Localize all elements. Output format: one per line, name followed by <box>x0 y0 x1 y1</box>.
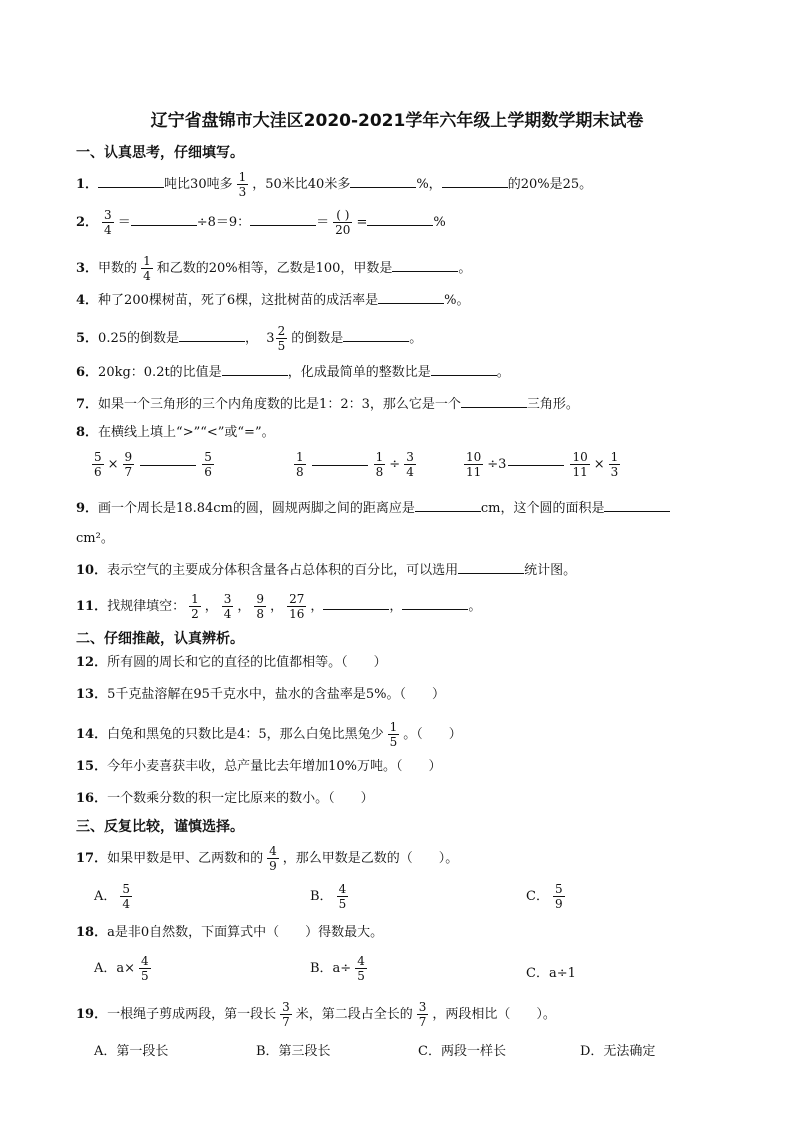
answer-blank[interactable] <box>131 212 197 226</box>
question-text: = <box>356 215 368 230</box>
answer-blank[interactable] <box>442 174 508 188</box>
answer-blank[interactable] <box>140 464 196 466</box>
answer-blank[interactable] <box>604 498 670 512</box>
fraction: $\frac{1}{8}$ <box>296 450 304 479</box>
option-c[interactable]: C．两段一样长 <box>418 1044 506 1059</box>
question-text: 。（ ） <box>403 727 462 742</box>
question-text: 如果甲数是甲、乙两数和的 <box>107 851 264 866</box>
fraction: $\frac{1}{5}$ <box>389 720 398 749</box>
question-text: a是非0自然数，下面算式中（ ）得数最大。 <box>107 925 384 940</box>
question-text: 米，第二段占全长的 <box>295 1007 413 1022</box>
answer-blank[interactable] <box>415 498 481 512</box>
question-text: ， <box>245 331 259 346</box>
question-number: 1． <box>76 177 99 192</box>
question-8 <box>76 424 275 442</box>
section-heading-2: 二、仔细推敲，认真辨析。 <box>76 631 244 647</box>
answer-blank[interactable] <box>222 362 288 376</box>
answer-blank[interactable] <box>179 328 245 342</box>
question-text: 白兔和黑兔的只数比是4：5，那么白兔比黑兔少 <box>107 727 384 742</box>
answer-blank[interactable] <box>323 596 389 610</box>
operator: ÷ <box>389 457 401 472</box>
question-number: 6． <box>76 365 99 380</box>
question-text: 一个数乘分数的积一定比原来的数小。（ ） <box>107 791 374 806</box>
fraction: $\frac{5}{6}$ <box>204 450 212 479</box>
fraction: $\frac{3}{4}$ <box>104 208 112 237</box>
question-3 <box>76 254 471 283</box>
question-18: 18．a是非0自然数，下面算式中（ ）得数最大。 <box>76 925 384 940</box>
fraction: $\frac{27}{16}$ <box>289 592 305 621</box>
question-text: 所有圆的周长和它的直径的比值都相等。（ ） <box>107 655 387 670</box>
question-12: 12．所有圆的周长和它的直径的比值都相等。（ ） <box>76 655 387 670</box>
answer-blank[interactable] <box>508 464 564 466</box>
mixed-number: 3 $\frac{2}{5}$ <box>266 324 286 353</box>
question-9 <box>76 498 670 518</box>
question-17: 17．如果甲数是甲、乙两数和的 $\frac{4}{9}$ ，那么甲数是乙数的（ ）。 <box>76 844 459 873</box>
operator: ÷3 <box>487 457 507 472</box>
question-number: 5． <box>76 331 99 346</box>
question-10 <box>76 560 576 580</box>
section-heading-3: 三、反复比较，谨慎选择。 <box>76 819 244 835</box>
fraction: $\frac{10}{11}$ <box>466 450 482 479</box>
fraction: $\frac{9}{7}$ <box>124 450 133 479</box>
question-text: 的20%是25。 <box>507 177 593 192</box>
fraction: $\frac{4}{9}$ <box>269 844 277 873</box>
question-text: 吨比30吨多 <box>164 177 233 192</box>
question-number: 3． <box>76 261 99 276</box>
comparison-3 <box>460 450 624 479</box>
question-text: ，50米比40米多 <box>252 177 351 192</box>
fraction: $\frac{5}{6}$ <box>94 450 102 479</box>
question-number: 2． <box>76 215 99 230</box>
question-text: 0.25的倒数是 <box>98 331 179 346</box>
fraction: $\frac{4}{5}$ <box>338 882 347 911</box>
question-text: 如果一个三角形的三个内角度数的比是1：2：3，那么它是一个 <box>98 397 461 412</box>
fraction: $\frac{3}{4}$ <box>406 450 414 479</box>
fraction: $\frac{1}{4}$ <box>143 254 151 283</box>
fraction: $\frac{3}{4}$ <box>223 592 232 621</box>
answer-blank[interactable] <box>431 362 497 376</box>
question-number: 7． <box>76 397 99 412</box>
operator: × <box>593 457 605 472</box>
fraction: $\frac{9}{8}$ <box>256 592 265 621</box>
fraction: $\frac{4}{5}$ <box>141 954 149 983</box>
question-9-continued <box>76 530 114 548</box>
question-11: 11．找规律填空： $\frac{1}{2}$ ， $\frac{3}{4}$ ， $\frac{9}{8}$ ， $\frac{27}{16}$ ， ， 。 <box>76 592 482 621</box>
question-text: 表示空气的主要成分体积含量各占总体积的百分比，可以选用 <box>107 563 459 578</box>
question-text: ＝ <box>316 215 330 230</box>
answer-blank[interactable] <box>343 328 409 342</box>
question-text: ，化成最简单的整数比是 <box>287 365 431 380</box>
question-text: 和乙数的20%相等，乙数是100，甲数是 <box>156 261 393 276</box>
question-14: 14．白兔和黑兔的只数比是4：5，那么白兔比黑兔少 $\frac{1}{5}$ 。（ ） <box>76 720 462 749</box>
page-title: 辽宁省盘锦市大洼区2020-2021学年六年级上学期数学期末试卷 <box>150 111 644 131</box>
fraction: $\frac{1}{3}$ <box>610 450 619 479</box>
section-heading-1: 一、认真思考，仔细填写。 <box>76 145 244 161</box>
question-16: 16．一个数乘分数的积一定比原来的数小。（ ） <box>76 791 374 806</box>
question-text: 20kg：0.2t的比值是 <box>98 365 222 380</box>
answer-blank[interactable] <box>461 394 527 408</box>
question-text: 一根绳子剪成两段，第一段长 <box>107 1007 277 1022</box>
question-number: 4． <box>76 293 99 308</box>
fraction: $\frac{3}{7}$ <box>418 1000 427 1029</box>
question-5 <box>76 324 422 353</box>
answer-blank[interactable] <box>367 212 433 226</box>
option-b[interactable]: B． $\frac{4}{5}$ <box>310 882 347 911</box>
fraction: $\frac{4}{5}$ <box>357 954 365 983</box>
option-b[interactable]: B．a÷ $\frac{4}{5}$ <box>310 954 365 983</box>
option-c[interactable]: C． $\frac{5}{9}$ <box>526 882 563 911</box>
question-text: cm，这个圆的面积是 <box>480 501 605 516</box>
question-number: 9． <box>76 501 99 516</box>
question-text: % <box>433 215 446 230</box>
answer-blank[interactable] <box>98 174 164 188</box>
comparison-1 <box>88 450 218 479</box>
question-15: 15．今年小麦喜获丰收，总产量比去年增加10%万吨。（ ） <box>76 759 442 774</box>
operator: × <box>107 457 119 472</box>
question-text: 统计图。 <box>524 563 577 578</box>
fraction: $\frac{1}{8}$ <box>375 450 384 479</box>
fraction: $\frac{10}{11}$ <box>572 450 588 479</box>
option-c[interactable]: C．a÷1 <box>526 966 576 981</box>
option-a[interactable]: A．第一段长 <box>94 1044 169 1059</box>
question-2 <box>76 208 446 237</box>
question-1 <box>76 170 592 199</box>
answer-blank[interactable] <box>392 258 458 272</box>
question-number: 8． <box>76 425 99 440</box>
fraction: $\frac{5}{9}$ <box>554 882 563 911</box>
question-text: 甲数的 <box>98 261 138 276</box>
question-text: ，两段相比（ ）。 <box>432 1007 556 1022</box>
question-text: 。 <box>409 331 423 346</box>
comparison-2 <box>290 450 420 479</box>
answer-blank[interactable] <box>458 560 524 574</box>
answer-blank[interactable] <box>378 290 444 304</box>
option-a[interactable]: A． $\frac{5}{4}$ <box>94 882 131 911</box>
answer-blank[interactable] <box>350 174 416 188</box>
question-number: 11． <box>76 599 108 614</box>
question-number: 10． <box>76 563 108 578</box>
question-6 <box>76 362 510 382</box>
question-text: 。 <box>496 365 510 380</box>
fraction: $\frac{1}{2}$ <box>191 592 199 621</box>
question-text: 在横线上填上“>”“<”或“=”。 <box>98 425 275 440</box>
question-text: ＝ <box>117 215 131 230</box>
fraction: $\frac{1}{3}$ <box>238 170 247 199</box>
question-text: cm²。 <box>76 531 114 546</box>
question-7 <box>76 394 579 414</box>
question-text: %， <box>416 177 442 192</box>
answer-blank[interactable] <box>312 464 368 466</box>
question-text: ，那么甲数是乙数的（ ）。 <box>282 851 459 866</box>
question-19: 19．一根绳子剪成两段，第一段长 $\frac{3}{7}$ 米，第二段占全长的 $\frac{3}{7}$ ，两段相比（ ）。 <box>76 1000 556 1029</box>
question-4 <box>76 290 470 310</box>
fraction: $\frac{( )}{20}$ <box>335 208 351 237</box>
question-text: 种了200棵树苗，死了6棵，这批树苗的成活率是 <box>98 293 379 308</box>
question-text: 的倒数是 <box>291 331 344 346</box>
fraction: $\frac{5}{4}$ <box>122 882 131 911</box>
question-text: 三角形。 <box>526 397 579 412</box>
answer-blank[interactable] <box>250 212 316 226</box>
question-text: ÷8＝9： <box>196 215 251 230</box>
option-d[interactable]: D．无法确定 <box>580 1044 656 1059</box>
fraction: $\frac{3}{7}$ <box>282 1000 290 1029</box>
question-text: 今年小麦喜获丰收，总产量比去年增加10%万吨。（ ） <box>107 759 442 774</box>
question-text: 画一个周长是18.84cm的圆，圆规两脚之间的距离应是 <box>98 501 415 516</box>
option-a[interactable]: A．a× $\frac{4}{5}$ <box>94 954 149 983</box>
question-text: 。 <box>458 261 472 276</box>
question-text: %。 <box>444 293 470 308</box>
question-text: 5千克盐溶解在95千克水中，盐水的含盐率是5%。（ ） <box>107 687 446 702</box>
question-text: 找规律填空： <box>107 599 186 614</box>
answer-blank[interactable] <box>402 596 468 610</box>
question-13: 13．5千克盐溶解在95千克水中，盐水的含盐率是5%。（ ） <box>76 687 446 702</box>
option-b[interactable]: B．第三段长 <box>256 1044 331 1059</box>
